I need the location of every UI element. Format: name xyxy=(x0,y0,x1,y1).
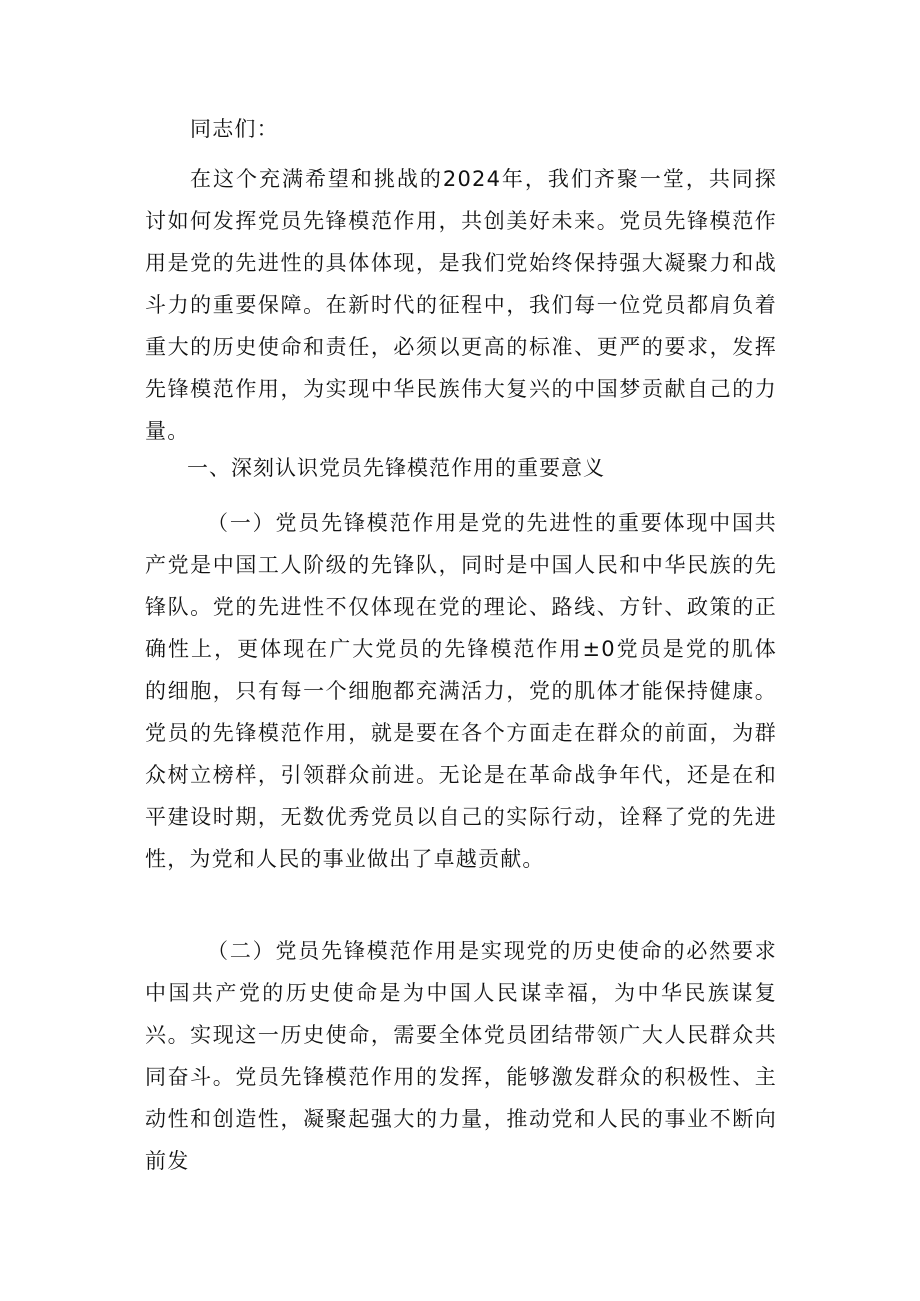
section-heading: 一、深刻认识党员先锋模范作用的重要意义 xyxy=(187,456,605,480)
salutation: 同志们： xyxy=(190,117,279,141)
intro-paragraph: 在这个充满希望和挑战的2024年，我们齐聚一堂，共同探讨如何发挥党员先锋模范作用，共创美好未来。党员先锋模范作用是党的先进性的具体体现，是我们党始终保持强大凝聚力和战斗力的重要保障。在新时代的征程中，我们每一位党员都肩负着重大的历史使命和责任，必须以更高的标准、更严的要求，发挥先锋模范作用，为实现中华民族伟大复兴的中国梦贡献自己的力量。 xyxy=(145,167,777,443)
subsection-paragraph-2: （二）党员先锋模范作用是实现党的历史使命的必然要求中国共产党的历史使命是为中国人民谋幸福，为中华民族谋复兴。实现这一历史使命，需要全体党员团结带领广大人民群众共同奋斗。党员先锋模范作用的发挥，能够激发群众的积极性、主动性和创造性，凝聚起强大的力量，推动党和人民的事业不断向前发 xyxy=(145,939,777,1173)
subsection-paragraph-1: （一）党员先锋模范作用是党的先进性的重要体现中国共产党是中国工人阶级的先锋队，同时是中国人民和中华民族的先锋队。党的先进性不仅体现在党的理论、路线、方针、政策的正确性上，更体现在广大党员的先锋模范作用±0党员是党的肌体的细胞，只有每一个细胞都充满活力，党的肌体才能保持健康。党员的先锋模范作用，就是要在各个方面走在群众的前面，为群众树立榜样，引领群众前进。无论是在革命战争年代，还是在和平建设时期，无数优秀党员以自己的实际行动，诠释了党的先进性，为党和人民的事业做出了卓越贡献。 xyxy=(145,511,777,871)
